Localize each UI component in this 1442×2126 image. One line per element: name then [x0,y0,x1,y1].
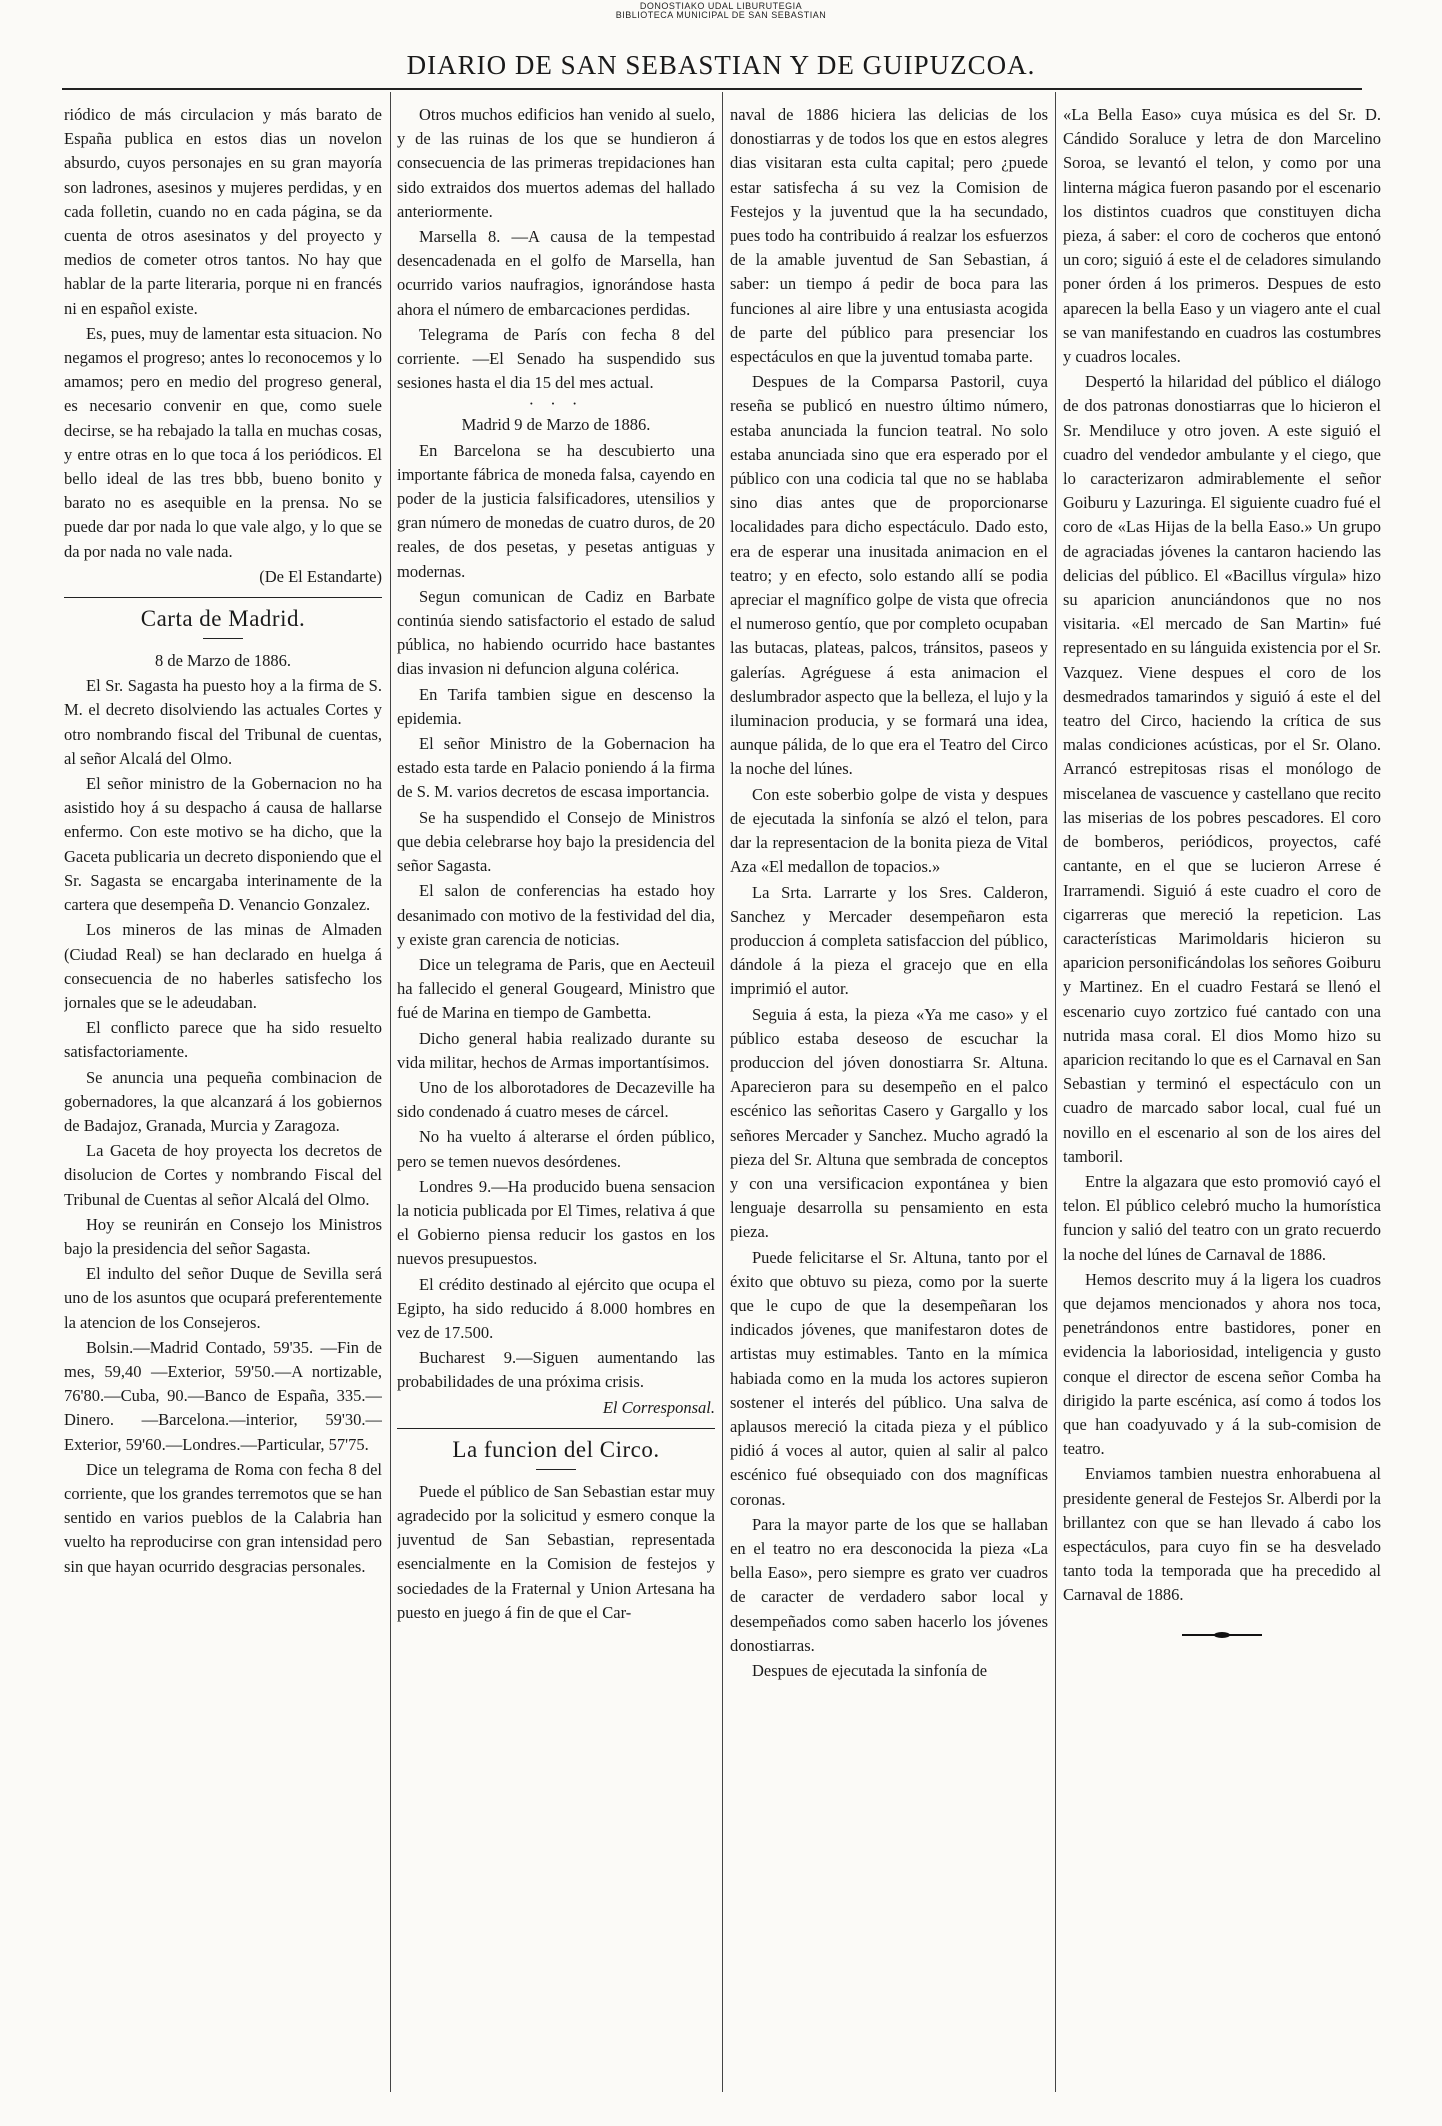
paragraph: El conflicto parece que ha sido resuelto satisfactoriamente. [64,1018,382,1062]
paragraph: Dice un telegrama de Roma con fecha 8 del corriente, que los grandes terremotos que se han sentido en varios pueblos de la Calabria han vuelto ha reproducirse con gran intensidad pero sin que hayan ocurrido desgracias personales. [64,1459,382,1576]
paragraph: La Gaceta de hoy proyecta los decretos de disolucion de Cortes y nombrando Fiscal del Tribunal de Cuentas al señor Alcalá del Olmo. [64,1141,382,1209]
column-3 [730,103,1048,2093]
paragraph: Despues de la Comparsa Pastoril, cuya reseña se publicó en nuestro último número, estaba anunciada la funcion teatral. No solo estaba anunciada sino que era esperado por el público con una codicia tal que no se hablaba sino dias antes que de proporcionarse localidades para dicho espectáculo. Dado esto, era de esperar una inusitada animacion en el teatro; y en efecto, solo estando allí se podia apreciar el magnífico golpe de vista que ofrecia el numeroso gentío, que por completo ocupaban las butacas, plateas, palcos, tránsitos, paseos y galerías. Agréguese á esta animacion el deslumbrador aspecto que la belleza, el lujo y la iluminacion producia, y se formará una idea, aunque pálida, de lo que era el Teatro del Circo la noche del lúnes. [730,372,1048,779]
masthead: DIARIO DE SAN SEBASTIAN Y DE GUIPUZCOA. [406,50,1036,80]
paragraph: Con este soberbio golpe de vista y despues de ejecutada la sinfonía se alzó el telon, para dar la representacion de la bonita pieza de Vital Aza «El medallon de topacios.» [730,784,1048,877]
paragraph: Segun comunican de Cadiz en Barbate continúa siendo satisfactorio el estado de salud pública, no habiendo ocurrido hace bastantes dias invasion ni defuncion alguna colérica. [397,586,715,679]
section-title-carta: Carta de Madrid. [140,606,306,632]
column-4 [1063,103,1381,2093]
paragraph: Londres 9.—Ha producido buena sensacion la noticia publicada por El Times, relativa á que el Gobierno piensa reducir los gastos en los nuevos presupuestos. [397,1176,715,1269]
column-2 [397,103,715,2093]
paragraph: Entre la algazara que esto promovió cayó el telon. El público celebró mucho la humorística funcion y salió del teatro con un grato recuerdo la noche del lúnes de Carnaval de 1886. [1063,1171,1381,1264]
section-rule [64,597,382,598]
paragraph: Se ha suspendido el Consejo de Ministros que debia celebrarse hoy bajo la presidencia del señor Sagasta. [397,807,715,876]
paragraph: Hoy se reunirán en Consejo los Ministros bajo la presidencia del señor Sagasta. [64,1214,382,1258]
paragraph: No ha vuelto á alterarse el órden público, pero se temen nuevos desórdenes. [397,1127,715,1171]
column-divider [722,92,723,2092]
paragraph: Para la mayor parte de los que se hallaban en el teatro no era desconocida la pieza «La bella Easo», pero siempre es grato ver cuadros de caracter de verdadero sabor local y desempeñados como saben hacerlo los jóvenes donostiarras. [730,1514,1048,1655]
paragraph: riódico de más circulacion y más barato de España publica en estos dias un novelon absurdo, cuyos personajes en su gran mayoría son ladrones, asesinos y mujeres perdidas, y en cada folletin, cuando no en cada página, se da cuenta de otros asesinatos y del proyecto y medios de cometer otros tantos. No hay que hablar de la parte literaria, porque ni en francés ni en español existe. [64,105,382,318]
paragraph: Bucharest 9.—Siguen aumentando las probabilidades de una próxima crisis. [397,1348,715,1392]
column-1 [64,103,382,2093]
library-stamp [0,2,1442,20]
paragraph: El Sr. Sagasta ha puesto hoy a la firma de S. M. el decreto disolviendo las actuales Cortes y otro nombrando fiscal del Tribunal de cuentas, al señor Alcalá del Olmo. [64,676,382,768]
signature: El Corresponsal. [602,1397,715,1417]
paragraph: El indulto del señor Duque de Sevilla será uno de los asuntos que ocupará preferentemente la atencion de los Consejeros. [64,1264,382,1332]
title-underline [536,1469,576,1470]
paragraph: En Tarifa tambien sigue en descenso la epidemia. [397,684,715,728]
paragraph: El señor Ministro de la Gobernacion ha estado esta tarde en Palacio poniendo á la firma de S. M. varios decretos de escasa importancia. [397,734,715,802]
separator-dots: · · · [528,394,584,414]
paragraph: Telegrama de París con fecha 8 del corriente. —El Senado ha suspendido sus sesiones hasta el dia 15 del mes actual. [397,324,715,393]
title-underline [203,638,243,639]
paragraph: Puede felicitarse el Sr. Altuna, tanto por el éxito que obtuvo su pieza, como por la suerte que le cupo de que la desempeñaran los indicados jóvenes, que manifestaron dotes de artistas muy estimables. Tanto en la mímica habiada como en la muda los actores supieron sostener el interés del público. Una salva de aplausos mereció la citada pieza y el público pidió á voces al autor, quien al salir al palco escénico fué obsequiado con dos magníficas coronas. [730,1247,1048,1509]
paragraph: Hemos descrito muy á la ligera los cuadros que dejamos mencionados y ahora nos toca, penetrándonos entre bastidores, poner en evidencia la laboriosidad, inteligencia y gusto conque el director de escena señor Comba ha dirigido la parte escénica, así como á todos los que han coadyuvado y á la sub-comision de teatro. [1063,1269,1381,1459]
source-credit: (De El Estandarte) [259,566,382,586]
section-title-funcion: La funcion del Circo. [452,1436,660,1462]
paragraph: Despues de ejecutada la sinfonía de [752,1661,988,1680]
paragraph: El salon de conferencias ha estado hoy desanimado con motivo de la festividad del dia, y existe gran carencia de noticias. [397,881,715,949]
paragraph: Despertó la hilaridad del público el diálogo de dos patronas donostiarras que lo hicieron el Sr. Mendiluce y otro joven. A este siguió el cuadro del vendedor ambulante y el ciego, que lo caracterizaron admirablemente el señor Goiburu y Lazuringa. El siguiente cuadro fué el coro de «Las Hijas de la bella Easo.» Un grupo de agraciadas jóvenes la cantaron haciendo las delicias del público. El «Bacillus vírgula» hizo su aparicion anunciándonos que no nos visitaria. «El mercado de San Martin» fué representado en su lánguida existencia por el Sr. Vazquez. Viene despues el coro de los desmedrados tamarindos y siguió á este el del teatro del Circo, haciendo la crítica de sus malas condiciones acústicas, por el Sr. Olano. Arrancó estrepitosas risas el monólogo de miscelanea de vascuence y castellano que recito las miserias de los pobres pescadores. El coro de bomberos, periódicos, proyectos, café cantante, en el que se lucieron Arrese é Irarramendi. Siguió á este cuadro el coro de cigarreras que mereció la repeticion. Las características Marimoldaris hicieron su aparicion personificándolas los señores Goiburu y Martinez. En el cuadro Festará se llenó el escenario cuyo zortzico fué cantado con una nutrida masa coral. El dios Momo hizo su aparicion recitando lo que es el Carnaval en San Sebastian y terminó el espectáculo con un cuadro de marcado sabor local, cual fué un novillo en el escenario al son de los aires del tamboril. [1063,372,1381,1166]
paragraph: Uno de los alborotadores de Decazeville ha sido condenado á cuatro meses de cárcel. [397,1077,715,1122]
section-rule [397,1428,715,1429]
stamp-line-1: DONOSTIAKO UDAL LIBURUTEGIA [639,1,803,11]
paragraph: naval de 1886 hiciera las delicias de los donostiarras y de todos los que en estos alegres dias visitaran esta culta capital; pero ¿puede estar satisfecha á su vez la Comision de Festejos y la juventud que la ha secundado, pues todo ha contribuido á realzar los esfuerzos de la amable juventud de San Sebastian, á saber: un tiempo á pedir de boca para las funciones al aire libre y una entusiasta acogida de parte del público para presenciar los espectáculos en que la juventud tomaba parte. [730,105,1048,367]
column-divider [390,92,391,2092]
column-divider [1055,92,1056,2092]
paragraph: Es, pues, muy de lamentar esta situacion. No negamos el progreso; antes lo reconocemos y lo amamos; pero en medio del progreso general, es necesario convenir en que, como suele decirse, se ha rebajado la talla en muchas cosas, y entre otras en lo que toca á los periódicos. El bello ideal de las tres bbb, bueno bonito y barato no es asequible en la prensa. No se puede dar por nada lo que vale algo, y lo que se da por nada no vale nada. [64,323,382,561]
paragraph: Dice un telegrama de Paris, que en Aecteuil ha fallecido el general Gougeard, Ministro que fué de Marina en tiempo de Gambetta. [397,954,715,1023]
paragraph: Puede el público de San Sebastian estar muy agradecido por la solicitud y esmero conque la juventud de San Sebastian, representada esencialmente en la Comision de festejos y sociedades de la Fraternal y Union Artesana ha puesto en juego á fin de que el Car- [397,1481,715,1622]
paragraph: Se anuncia una pequeña combinacion de gobernadores, la que alcanzará á los gobiernos de Badajoz, Granada, Murcia y Zaragoza. [64,1067,382,1135]
paragraph: Otros muchos edificios han venido al suelo, y de las ruinas de los que se hundieron á consecuencia de las primeras trepidaciones han sido extraidos dos muertos ademas del hallado anteriormente. [397,105,715,221]
dateline: 8 de Marzo de 1886. [154,651,292,671]
paragraph: Los mineros de las minas de Almaden (Ciudad Real) se han declarado en huelga á consecuencia de no haberles satisfecho los jornales que se le adeudaban. [64,920,382,1012]
masthead-rule [62,88,1362,90]
paragraph: En Barcelona se ha descubierto una importante fábrica de moneda falsa, cayendo en poder de la justicia falsificadores, utensilios y gran número de monedas de cuatro duros, de 20 reales, de dos pesetas, y pesetas antiguas y modernas. [397,440,715,581]
paragraph: La Srta. Larrarte y los Sres. Calderon, Sanchez y Mercader desempeñaron esta produccion á completa satisfaccion del público, dándole á la pieza el gracejo que en ella imprimió el autor. [730,882,1048,999]
end-ornament [1182,1632,1262,1638]
paragraph: El crédito destinado al ejército que ocupa el Egipto, ha sido reducido á 8.000 hombres en vez de 17.500. [397,1274,715,1342]
paragraph: Seguia á esta, la pieza «Ya me caso» y el público estaba deseoso de escuchar la produccion del jóven donostiarra Sr. Altuna. Aparecieron para su desempeño en el palco escénico las señoritas Casero y Gargallo y los señores Mercader y Sanchez. Mucho agradó la pieza del Sr. Altuna que sembrada de conceptos y con una versificacion expontánea y bien lenguaje desarrolla su pensamiento en esta pieza. [730,1004,1048,1242]
paragraph: Bolsin.—Madrid Contado, 59'35. —Fin de mes, 59,40 —Exterior, 59'50.—A nortizable, 76'80.—Cuba, 90.—Banco de España, 335.—Dinero. —Barcelona.—interior, 59'30.—Exterior, 59'60.—Londres.—Particular, 57'75. [64,1337,382,1454]
paragraph: Enviamos tambien nuestra enhorabuena al presidente general de Festejos Sr. Alberdi por la brillantez con que se han llevado á cabo los espectáculos, para cuyo fin se ha desvelado tanto toda la temporada que ha precedido al Carnaval de 1886. [1063,1464,1381,1605]
paragraph: Marsella 8. —A causa de la tempestad desencadenada en el golfo de Marsella, han ocurrido varios naufragios, ignorándose hasta ahora el número de embarcaciones perdidas. [397,227,715,319]
paragraph: El señor ministro de la Gobernacion no ha asistido hoy á su despacho á causa de hallarse enfermo. Con este motivo se ha dicho, que la Gaceta publicaria un decreto disponiendo que el Sr. Sagasta se encargaba interinamente de la cartera que desempeña D. Venancio Gonzalez. [64,774,382,915]
stamp-line-2: BIBLIOTECA MUNICIPAL DE SAN SEBASTIAN [615,10,827,20]
paragraph: «La Bella Easo» cuya música es del Sr. D. Cándido Soraluce y letra de don Marcelino Soroa, se levantó el telon, y como por una linterna mágica fueron pasando por el escenario los distintos cuadros que constituyen dicha pieza, á saber: el coro de cocheros que entonó un coro; siguió á este el de celadores simulando poner órden á los primeros. Despues de esto aparecen la bella Easo y un viagero ante el cual se van manifestando en cuadros las costumbres y cuadros locales. [1063,105,1381,367]
dateline: Madrid 9 de Marzo de 1886. [461,415,651,435]
paragraph: Dicho general habia realizado durante su vida militar, hechos de Armas importantísimos. [397,1028,715,1072]
